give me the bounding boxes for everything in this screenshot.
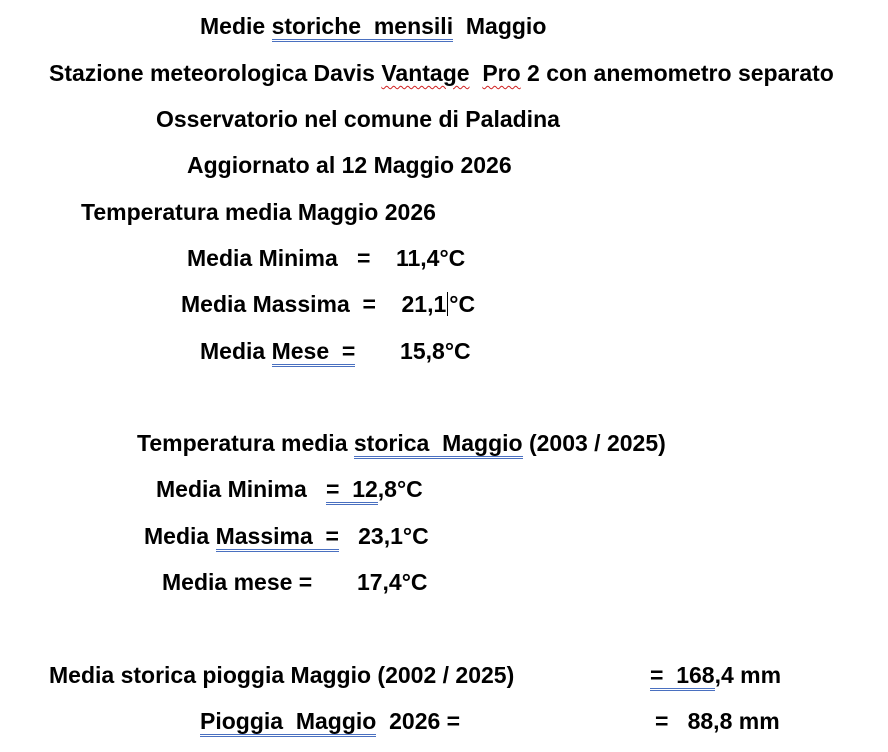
title-text-b: storiche mensili [272,13,454,42]
rain-historic-label: Media storica pioggia Maggio (2002 / 2025) [49,662,515,688]
rain-current-label-b: 2026 = [376,708,461,734]
station-text-d: Pro [482,60,521,86]
historic-heading-c: (2003 / 2025) [522,430,666,456]
historic-min-row [156,475,423,503]
station-text-a: Stazione meteorologica Davis [49,60,382,86]
title [200,12,546,40]
rain-historic-value-a: = 168 [650,662,715,691]
historic-month-row [162,568,428,596]
current-max-value-a: 21,1 [401,291,447,317]
station-text-e: 2 con anemometro separato [520,60,834,86]
historic-month-value: 17,4°C [312,569,428,595]
historic-max-label-b: Massima = [216,523,339,552]
rain-historic-value [650,661,781,689]
current-month-value: 15,8°C [355,338,471,364]
rain-current-label-a: Pioggia Maggio [200,708,376,737]
historic-heading-b: storica Maggio [354,430,523,459]
current-min-label: Media Minima = [187,245,396,271]
current-heading: Temperatura media Maggio 2026 [81,199,436,225]
historic-max-label-a: Media [144,523,216,549]
historic-max-row [144,522,429,550]
historic-month-label: Media mese = [162,569,313,595]
title-text-a: Medie [200,13,272,39]
historic-min-value-b: ,8°C [377,476,423,502]
historic-heading-a: Temperatura media [137,430,354,456]
current-min-row [187,244,465,272]
current-max-value-b: °C [449,291,476,317]
current-month-label-a: Media [200,338,272,364]
current-max-label: Media Massima = [181,291,402,317]
station-text-c [470,60,483,86]
historic-min-label: Media Minima [156,476,326,502]
current-max-row [181,290,475,318]
station-text-b: Vantage [381,60,470,86]
current-min-value: 11,4°C [395,245,466,271]
historic-max-value: 23,1°C [338,523,429,549]
historic-heading [137,429,666,457]
observatory-line: Osservatorio nel comune di Paladina [156,106,560,132]
current-month-label-b: Mese = [272,338,356,367]
station-line [49,59,834,87]
rain-current-value: = 88,8 mm [655,708,780,734]
historic-min-value-a: = 12 [326,476,378,505]
rain-historic-value-b: ,4 mm [714,662,782,688]
current-month-row [200,337,471,365]
title-text-c: Maggio [453,13,547,39]
updated-line: Aggiornato al 12 Maggio 2026 [187,152,512,178]
rain-current-label [200,707,460,735]
